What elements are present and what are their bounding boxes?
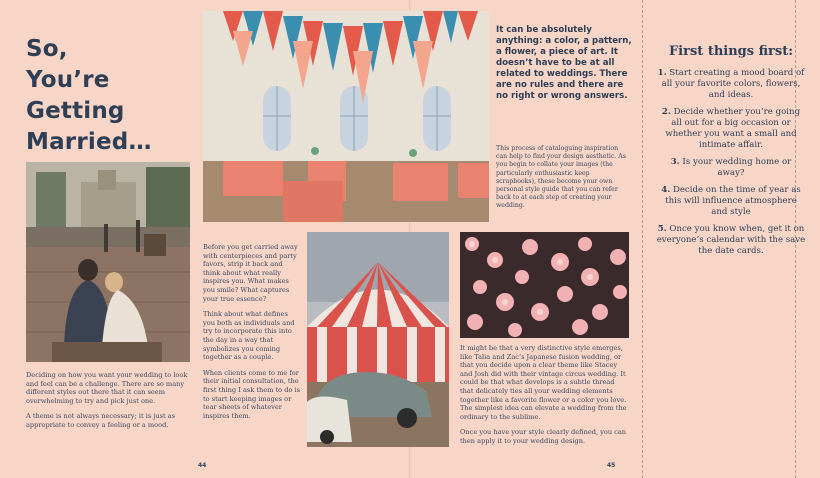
item-number: 4.	[661, 185, 671, 195]
item-text: Is your wedding home or away?	[682, 157, 792, 178]
inspiration-paragraph-3: When clients come to me for their initial consultation, the first thing I ask them to do is to start keeping images or tear sheets of whatever inspires them.	[203, 368, 300, 420]
first-things-title: First things first:	[668, 44, 794, 59]
list-item	[656, 68, 806, 101]
page-number-right: 45	[607, 462, 616, 469]
headline-line-4: Married…	[26, 129, 152, 155]
item-text: Once you know when, get it on everyone’s calendar with the save the date cards.	[656, 224, 806, 256]
column-divider	[642, 0, 643, 478]
intro-paragraph-2: A theme is not always necessary; it is just as appropriate to convey a feeling or a mood.	[26, 412, 176, 429]
item-text: Decide on the time of year as this will influence atmosphere and style	[665, 185, 801, 217]
first-things-sidebar	[656, 44, 806, 263]
circus-tent-photo	[307, 232, 449, 447]
list-item	[656, 224, 806, 257]
item-number: 1.	[657, 68, 667, 78]
headline-line-2: You’re	[26, 67, 110, 93]
couple-photo	[26, 162, 190, 362]
style-paragraph-2: Once you have your style clearly defined, you can then apply it to your wedding design.	[460, 428, 627, 445]
page-number-left: 44	[198, 462, 207, 469]
intro-text	[26, 371, 194, 437]
inspiration-paragraph-1: Before you get carried away with centerpieces and party favors, strip it back and think about what really inspires you. What makes you smile? What captures your true essence?	[203, 243, 298, 303]
list-item	[656, 185, 806, 218]
paper-flowers-photo	[460, 232, 629, 338]
item-number: 3.	[670, 157, 680, 167]
chapel-bunting-photo	[203, 11, 489, 222]
inspiration-text	[203, 243, 300, 427]
first-things-list	[656, 68, 806, 257]
item-number: 2.	[661, 107, 671, 117]
item-text: Start creating a mood board of all your favorite colors, flowers, and ideas.	[661, 68, 805, 100]
item-number: 5.	[657, 224, 667, 234]
inspiration-paragraph-2: Think about what defines you both as individuals and try to incorporate this into the day in a way that symbolizes you coming together as a couple.	[203, 310, 295, 362]
list-item	[656, 157, 806, 179]
style-paragraph-1: It might be that a very distinctive style emerges, like Talia and Zac’s Japanese fusion wedding, or that you decide upon a clear theme like Stacey and Josh did with their vintage circus wedding. It could be that what develops is a subtle thread that delicately ties all your wedding elements together like a favorite flower or a color you love. The simplest idea can elevate a wedding from the ordinary to the sublime.	[460, 344, 627, 421]
item-text: Decide whether you’re going all out for a big occasion or whether you want a small and intimate affair.	[665, 107, 801, 150]
headline-line-1: So,	[26, 36, 68, 62]
page-headline	[26, 34, 196, 158]
style-text	[460, 344, 630, 453]
cataloguing-text: This process of cataloguing inspiration can help to find your design aesthetic. As you begin to collate your images (the particularly enthusiastic keep scrapbooks), these become your own personal style guide that you can refer back to at each step of creating your wedding.	[496, 145, 626, 210]
list-item	[656, 107, 806, 151]
headline-line-3: Getting	[26, 98, 125, 124]
pull-quote: It can be absolutely anything: a color, a pattern, a flower, a piece of art. It doesn’t have to be at all related to weddings. There are no rules and there are no right or wrong answers.	[496, 25, 632, 101]
intro-paragraph-1: Deciding on how you want your wedding to look and feel can be a challenge. There are so many different styles out there that it can seem overwhelming to try and pick just one.	[26, 371, 188, 405]
